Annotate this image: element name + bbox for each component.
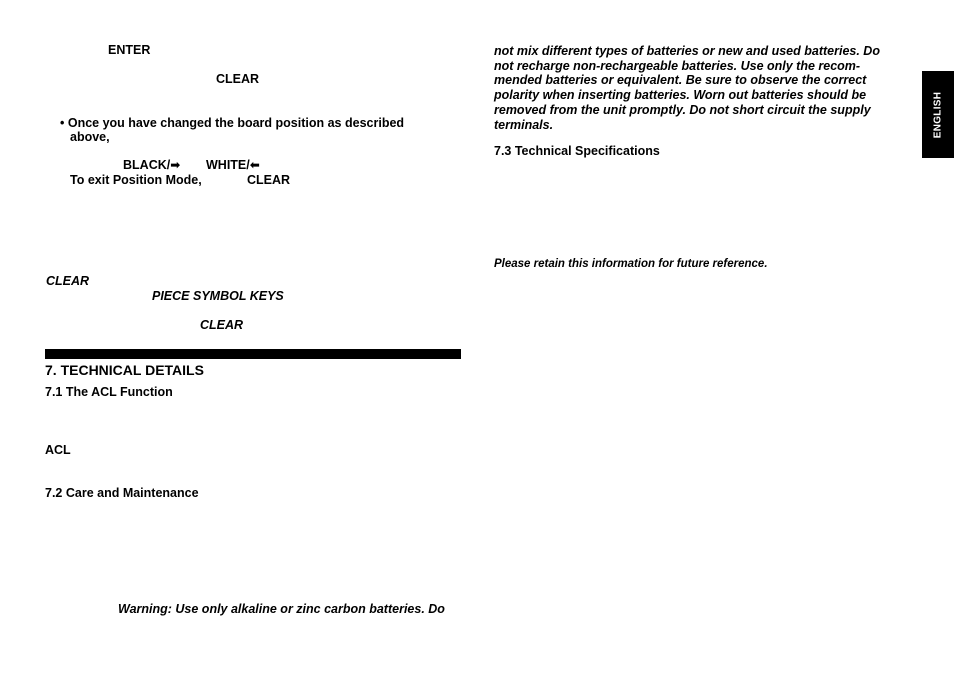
language-tab-label: ENGLISH — [932, 91, 944, 138]
clear-italic-label: CLEAR — [46, 274, 90, 288]
clear-key-label-2: CLEAR — [247, 173, 291, 187]
warning-line: removed from the unit promptly. Do not short circuit the supply — [494, 102, 871, 117]
right-arrow-icon: ➡ — [170, 158, 181, 172]
black-key-label — [123, 158, 180, 173]
warning-line: polarity when inserting batteries. Worn out batteries should be — [494, 88, 867, 103]
battery-warning-continued — [494, 44, 902, 132]
subsection-acl-function: 7.1 The ACL Function — [45, 385, 173, 399]
warning-line: terminals. — [494, 117, 554, 132]
subsection-care-maintenance: 7.2 Care and Maintenance — [45, 486, 199, 500]
black-label: BLACK/ — [123, 158, 171, 172]
warning-line: not recharge non-rechargeable batteries. Use only the recom- — [494, 58, 861, 73]
clear-key-label: CLEAR — [216, 72, 260, 86]
retain-info-note: Please retain this information for future reference. — [494, 258, 768, 270]
clear-italic-label-2: CLEAR — [200, 318, 244, 332]
bullet-text-line1: • Once you have changed the board position as described — [60, 116, 405, 130]
white-key-label — [206, 158, 260, 173]
exit-position-mode-text: To exit Position Mode, — [70, 173, 202, 187]
enter-key-label: ENTER — [108, 43, 151, 57]
piece-symbol-keys-label: PIECE SYMBOL KEYS — [152, 289, 284, 303]
warning-line: mended batteries or equivalent. Be sure to observe the correct — [494, 73, 867, 88]
warning-line: not mix different types of batteries or new and used batteries. Do — [494, 44, 880, 58]
language-tab — [922, 71, 954, 158]
section-title: 7. TECHNICAL DETAILS — [45, 362, 204, 378]
left-arrow-icon: ⬅ — [249, 158, 260, 172]
bullet-text-line2: above, — [70, 130, 110, 144]
subsection-technical-specifications: 7.3 Technical Specifications — [494, 144, 660, 158]
white-label: WHITE/ — [206, 158, 250, 172]
acl-label: ACL — [45, 443, 71, 457]
battery-warning-start: Warning: Use only alkaline or zinc carbon batteries. Do — [118, 602, 445, 616]
section-divider-bar — [45, 349, 461, 359]
